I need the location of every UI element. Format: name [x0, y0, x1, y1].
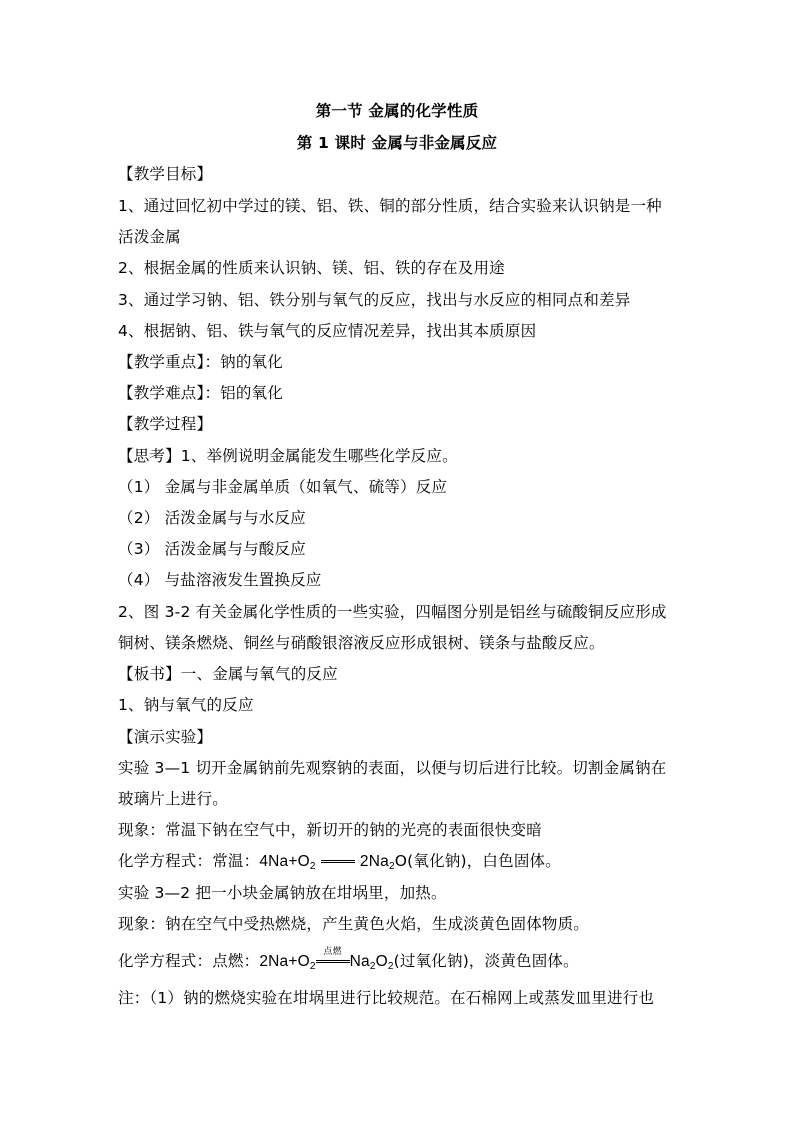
equation-2-product: Na: [349, 953, 370, 970]
equation-1-product-subscript: 2: [388, 861, 395, 872]
equation-2-label: 化学方程式：点燃：: [118, 952, 260, 970]
sodium-oxygen-heading: 1、钠与氧气的反应: [118, 696, 254, 714]
process-heading: 【教学过程】: [118, 415, 213, 433]
equation-2-product-subscript-1: 2: [369, 961, 376, 972]
equation-2: [118, 947, 579, 972]
phenomenon-1: 现象：常温下钠在空气中，新切开的钠的光亮的表面很快变暗: [118, 821, 542, 839]
page-title: 第一节 金属的化学性质: [315, 102, 479, 120]
equation-2-reactant-subscript: 2: [309, 961, 316, 972]
objective-2: 2、根据金属的性质来认识钠、镁、铝、铁的存在及用途: [118, 259, 505, 277]
objective-1-line-1: 1、通过回忆初中学过的镁、铝、铁、铜的部分性质，结合实验来认识钠是一种: [118, 197, 662, 215]
equation-2-reactant: 2Na+O: [259, 953, 310, 970]
reaction-arrow-icon: [316, 947, 350, 965]
reaction-condition: 点燃: [323, 947, 342, 958]
equation-1-product: 2Na: [359, 853, 389, 870]
objective-4: 4、根据钠、铝、铁与氧气的反应情况差异，找出其本质原因: [118, 322, 537, 340]
page-subtitle: 第 1 课时 金属与非金属反应: [296, 134, 498, 152]
figure-description-line-2: 铜树、镁条燃烧、铜丝与硝酸银溶液反应形成银树、镁条与盐酸反应。: [118, 634, 605, 652]
equation-2-product-tail: (过氧化钠)，淡黄色固体。: [393, 952, 579, 970]
equation-1-reactant-subscript: 2: [309, 861, 316, 872]
objective-1-line-2: 活泼金属: [118, 228, 181, 246]
equation-2-product-subscript-2: 2: [387, 961, 394, 972]
equation-1-product-tail: O(氧化钠)，白色固体。: [394, 852, 561, 870]
objective-3: 3、通过学习钠、铝、铁分别与氧气的反应，找出与水反应的相同点和差异: [118, 291, 631, 309]
difficulty: 【教学难点】：铝的氧化: [118, 384, 283, 402]
key-point: 【教学重点】：钠的氧化: [118, 353, 283, 371]
experiment-1-line-1: 实验 3—1 切开金属钠前先观察钠的表面，以便与切后进行比较。切割金属钠在: [118, 759, 667, 777]
equation-1-reactant: 4Na+O: [259, 853, 310, 870]
figure-description-line-1: 2、图 3-2 有关金属化学性质的一些实验，四幅图分别是铝丝与硫酸铜反应形成: [118, 603, 667, 621]
think-question: 【思考】1、举例说明金属能发生哪些化学反应。: [118, 447, 458, 465]
demo-heading: 【演示实验】: [118, 728, 213, 746]
board-heading: 【板书】一、金属与氧气的反应: [118, 665, 338, 683]
phenomenon-2: 现象：钠在空气中受热燃烧，产生黄色火焰，生成淡黄色固体物质。: [118, 915, 590, 933]
reaction-item-4: （4） 与盐溶液发生置换反应: [118, 571, 322, 589]
objectives-heading: 【教学目标】: [118, 165, 213, 183]
equation-2-product-middle: O: [375, 953, 388, 970]
experiment-1-line-2: 玻璃片上进行。: [118, 790, 228, 808]
equation-1: [118, 851, 561, 872]
note-line-1: 注：（1）钠的燃烧实验在坩埚里进行比较规范。在石棉网上或蒸发皿里进行也: [118, 989, 655, 1007]
reaction-item-1: （1） 金属与非金属单质（如氧气、硫等）反应: [118, 478, 448, 496]
equals-sign-icon: [321, 858, 355, 865]
experiment-2: 实验 3—2 把一小块金属钠放在坩埚里，加热。: [118, 884, 447, 902]
reaction-item-2: （2） 活泼金属与与水反应: [118, 509, 306, 527]
reaction-item-3: （3） 活泼金属与与酸反应: [118, 540, 306, 558]
equation-1-label: 化学方程式：常温：: [118, 852, 260, 870]
